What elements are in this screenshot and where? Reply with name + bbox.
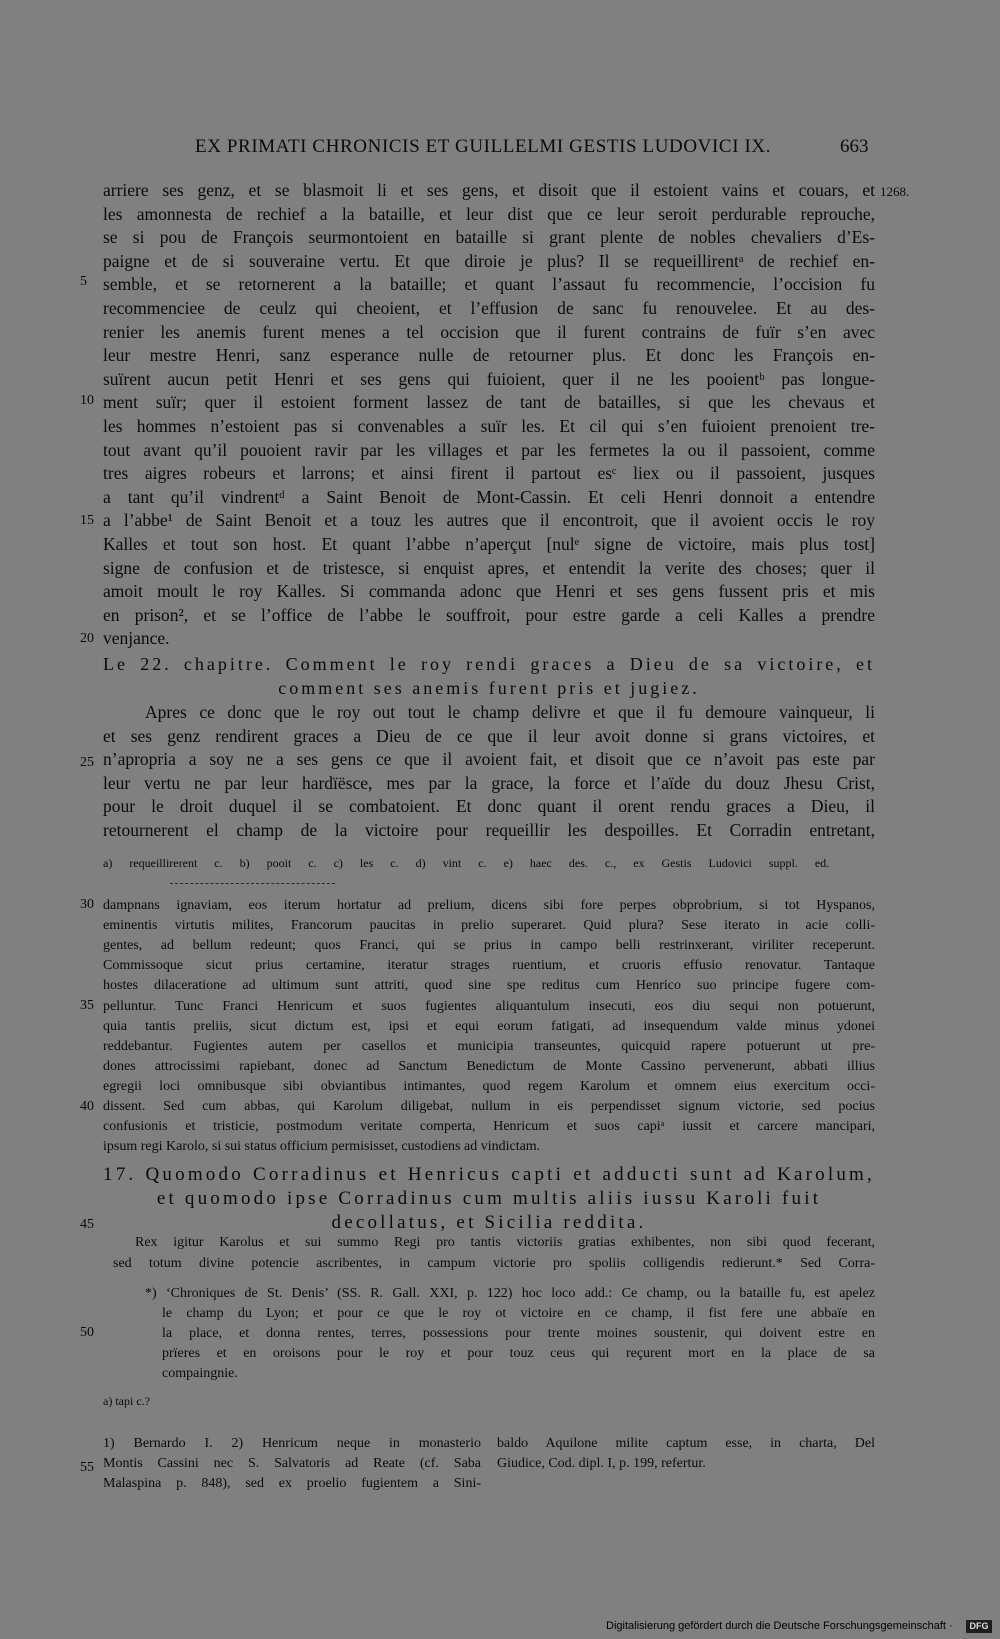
note-line: *) ‘Chroniques de St. Denis’ (SS. R. Gall. XXI, p. 122) hoc loco add.: Ce champ, ou la bataille fu, est apelez [145,1286,875,1301]
french-text-block-2 [103,702,875,847]
heading-line: decollatus, et Sicilia reddita. [331,1212,647,1233]
numbered-footnotes [103,1436,875,1496]
line-number: 25 [80,755,94,770]
text-line: Kalles et tout son host. Et quant l’abbe n’aperçut [nulᵉ signe de victoire, mais plus tost] [103,534,875,554]
text-line: ment suïr; quer il estoient forment lassez de tant de batailles, si que les chevaus et [103,392,875,413]
separator-rule [170,883,335,884]
heading-line: et quomodo ipse Corradinus cum multis aliis iussu Karoli fuit [156,1188,822,1209]
text-line: egregii loci omnibusque sibi obviantibus intimantes, quod regem Karolum et omnem eius exercitum occi- [103,1078,875,1094]
text-line: tres aigres robeurs et larrons; et ainsi firent il partout esᶜ liex ou il passoient, jusques [103,463,875,484]
text-line: dampnans ignaviam, eos iterum hortatur ad prelium, dicens sibi fore perpes obprobrium, si tot Hyspanos, [103,898,875,913]
line-number: 10 [80,393,94,408]
heading-line: comment ses anemis furent pris et jugiez. [278,678,700,698]
funding-credit: Digitalisierung gefördert durch die Deutsche Forschungsgemeinschaft · [606,1620,953,1632]
text-line: leur vertu ne par leur hardïësce, mes par la grace, la force et l’aïde du douz Jhesu Crist, [103,772,875,793]
text-line: les hommes n’estoient pas si convenables a suïr les. Et cil qui s’en fuioient prenoient tre- [103,416,875,436]
text-line: sed totum divine potencie ascribentes, in campum victorie pro spoliis colligendis redierunt.* Sed Corra- [113,1255,875,1271]
margin-year: 1268. [880,184,910,199]
line-number: 5 [80,274,87,289]
heading-line: 17. Quomodo Corradinus et Henricus capti et adducti sunt ad Karolum, [103,1164,875,1185]
note-line: la place, et donna rentes, terres, possessions pour trente moines soustenir, qui doivent estre en [162,1326,875,1341]
star-note [145,1286,875,1388]
line-number: 45 [80,1217,94,1232]
text-line: a l’abbe¹ de Saint Benoit et a touz les autres que il encontroit, que il avoient occis le roy [103,510,875,531]
footnote-line: a) requeillirerent c. b) pooit c. c) les c. d) vint c. e) haec des. c., ex Gestis Ludovici suppl. ed. [103,856,830,870]
line-number: 55 [80,1460,94,1475]
text-line: amoit moult le roy Kalles. Si commanda adonc que Henri et ses gens fussent pris et mis [103,581,875,602]
french-text-block [103,180,875,650]
chapter-heading-fr [103,654,875,704]
text-line: dones attrocissimi rapiebant, donec ad Sanctum Benedictum de Monte Cassino pervenerunt, abbati illius [103,1058,875,1074]
footnote-column-left [103,1436,481,1496]
heading-line: Le 22. chapitre. Comment le roy rendi graces a Dieu de sa victoire, et [103,654,875,674]
text-line: reddebantur. Fugientes autem per casellos et municipia transeuntes, quicquid rapere potuerunt ut pre- [103,1038,875,1054]
line-number: 15 [80,513,94,528]
text-line: quia tantis preliis, sicut dictum est, ipsi et equi eorum fatigati, ad insequendum valde minus ydonei [103,1018,875,1034]
latin-text-block-2 [103,1235,875,1277]
text-line: tout avant qu’il pouoient ravir par les villages et par les fermetes la ou il passoient, comme [103,439,875,460]
text-line: Rex igitur Karolus et sui summo Regi pro tantis victoriis gratias exhibentes, non sibi quod fecerant, [135,1235,875,1250]
line-number: 20 [80,631,94,646]
text-line: eminentis virtutis milites, Francorum paucitas in prelio superaret. Quid plura? Sese iterato in acie colli- [103,918,875,934]
text-line: dissent. Sed cum abbas, qui Karolum diligebat, nullum in eis perpendisset signum victorie, sed pocius [103,1099,875,1114]
text-line: retournerent el champ de la victoire pour requeillir les despoilles. Et Corradin entretant, [103,820,875,840]
note-line: compaingnie. [162,1366,238,1381]
text-line: venjance. [103,628,170,649]
text-line: confusionis et tristicie, postmodum veritate comperta, Henricum et suos capiᵃ iussit et carcere mancipari, [103,1119,875,1135]
variant-footnotes [103,856,875,872]
running-header [0,134,1000,164]
footnote-line: Montis Cassini nec S. Salvatoris ad Reate (cf. Saba [103,1456,481,1471]
text-line: pelluntur. Tunc Franci Henricum et suos fugientes aliquantulum insecuti, eos diu sequi non potuerunt, [103,998,875,1014]
text-line: n’apropria a soy ne a ses gens ce que il avoient fait, et disoit que ce n’avoit pas este par [103,749,875,770]
text-line: suïrent aucun petit Henri et ses gens qui fuioient, quer il ne les pooientᵇ pas longue- [103,368,875,389]
footnote-column-right [497,1436,875,1496]
text-line: et ses genz rendirent graces a Dieu de ce que il leur avoit donne si grans victoires, et [103,725,875,746]
latin-text-block [103,898,875,1158]
text-line: se si pou de François seurmontoient en bataille si grant plente de nobles chevaliers d’Es- [103,227,875,248]
text-line: paigne et de si souveraine vertu. Et que diroie je plus? Il se requeillirentᵃ de rechief en- [103,250,875,271]
note-line: prïeres et en oroisons pour le roy et pour touz ceus qui reçurent mort en la place de sa [162,1346,875,1361]
footnote-line: Malaspina p. 848), sed ex proelio fugientem a Sini- [103,1476,481,1491]
text-line: ipsum regi Karolo, si sui status officium permisisset, custodiens ad vindictam. [103,1139,541,1155]
footnote-line: 1) Bernardo I. 2) Henricum neque in monasterio [103,1436,481,1451]
chapter-heading-la [103,1164,875,1240]
footnote-line: baldo Aquilone milite captum esse, in charta, Del [497,1436,875,1451]
note-line: le champ du Lyon; et pour ce que le roy ot victoire en ce champ, il fist fere une abbaïe en [162,1306,875,1321]
footnote-line: a) tapi c.? [103,1394,150,1408]
text-line: les amonnesta de rechief a la bataille, et leur dist que ce leur seroit perdurable reprouche, [103,203,875,224]
text-line: renier les anemis furent menes a tel occision que il furent contrains de fuïr s’en avec [103,321,875,342]
text-line: en prison², et se l’office de l’abbe le souffroit, pour estre garde a celi Kalles a prendre [103,604,875,625]
text-line: gentes, ad bellum redeunt; quos Franci, qui se prius in campo belli restrinxerant, viriliter receperunt. [103,938,875,954]
page-number: 663 [840,136,869,157]
tapi-footnote [103,1394,875,1410]
text-line: hostes dilaceratione ad ultimum sunt attriti, quod sine spe reditus cum Henrico suo principe fugere com- [103,978,875,994]
line-number: 30 [80,897,94,912]
text-line: pour le droit duquel il se combatoient. Et donc quant il orent rendu graces a Dieu, il [103,796,875,817]
text-line: Commissoque sicut prius certamine, iteratur strages ruentium, et cruoris effusio renovatur. Tantaque [103,958,875,974]
running-title: EX PRIMATI CHRONICIS ET GUILLELMI GESTIS LUDOVICI IX. [195,136,772,157]
text-line: arriere ses genz, et se blasmoit li et ses gens, et disoit que il estoient vains et couars, et [103,180,875,200]
line-number: 40 [80,1099,94,1114]
line-number: 50 [80,1325,94,1340]
line-number: 35 [80,998,94,1013]
text-line: leur mestre Henri, sanz esperance nulle de retourner plus. Et donc les François en- [103,345,875,366]
footnote-line: Giudice, Cod. dipl. I, p. 199, refertur. [497,1456,706,1471]
text-line: recommenciee de ceulz qui cheoient, et l’effusion de sanc fu renouvelee. Et au des- [103,298,875,318]
text-line: Apres ce donc que le roy out tout le champ delivre et que il fu demoure vainqueur, li [145,702,875,722]
text-line: signe de confusion et de tristesce, si enquist apres, et entendit la verite des choses; quer il [103,557,875,578]
dfg-logo: DFG [966,1620,992,1633]
text-line: semble, et se retornerent a la bataille; et quant l’assaut fu recommencie, l’occision fu [103,274,875,295]
text-line: a tant qu’il vindrentᵈ a Saint Benoit de Mont-Cassin. Et celi Henri donnoit a entendre [103,486,875,507]
